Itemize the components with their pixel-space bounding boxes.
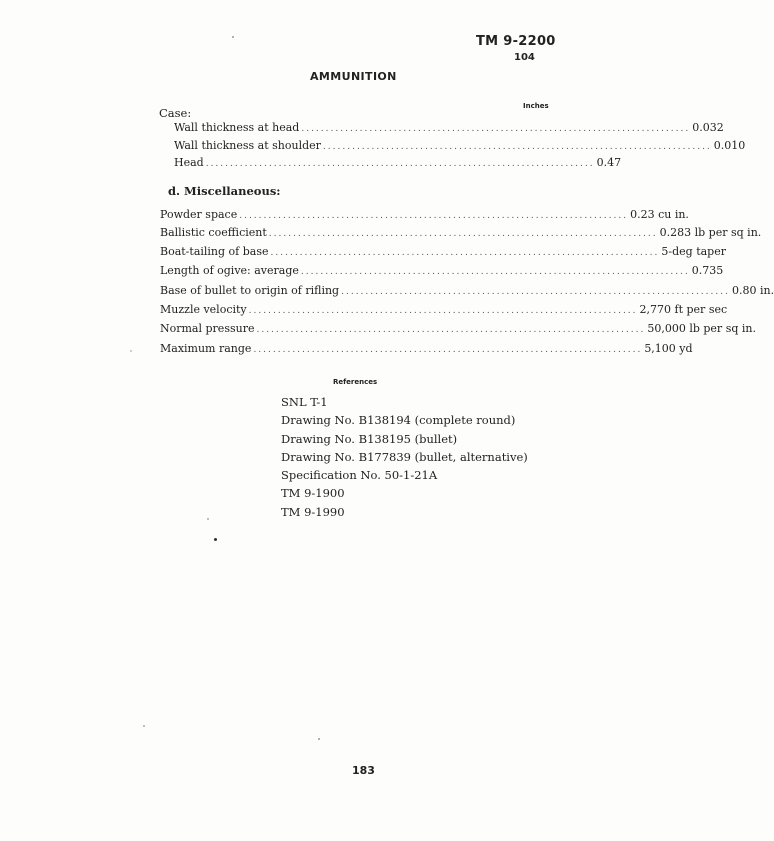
dot-leader: ................................................................................ — [301, 124, 691, 134]
references-list — [281, 393, 528, 521]
dot-leader: ................................................................................ — [268, 229, 658, 239]
references-title: References — [333, 378, 378, 386]
spec-label: Wall thickness at head — [174, 121, 300, 134]
spec-value: 0.010 — [713, 139, 746, 152]
dot-leader: ................................................................................ — [205, 159, 595, 169]
spec-label: Ballistic coefficient — [160, 226, 267, 239]
misc-heading: d. Miscellaneous: — [168, 184, 281, 198]
reference-item: Drawing No. B138195 (bullet) — [281, 431, 458, 446]
section-title: AMMUNITION — [310, 70, 397, 83]
paragraph-number: 104 — [514, 52, 535, 63]
dot-leader: ................................................................................ — [270, 248, 660, 258]
spec-label: Boat-tailing of base — [160, 245, 269, 258]
scan-speck — [143, 725, 145, 727]
spec-label: Maximum range — [160, 342, 252, 355]
spec-label: Head — [174, 156, 204, 169]
spec-label: Base of bullet to origin of rifling — [160, 284, 340, 297]
case-heading: Case: — [159, 106, 192, 120]
spec-row-boat-tailing — [160, 245, 726, 260]
spec-value: 0.735 — [691, 264, 724, 277]
spec-row-maximum-range — [160, 342, 693, 357]
spec-row-head — [174, 156, 622, 171]
scan-speck — [232, 36, 234, 38]
tm-code: TM 9-2200 — [476, 34, 556, 49]
spec-row-powder-space — [160, 208, 689, 223]
spec-row-normal-pressure — [160, 322, 756, 337]
reference-item: Drawing No. B138194 (complete round) — [281, 413, 516, 428]
spec-row-ballistic-coefficient — [160, 226, 762, 241]
scan-speck — [214, 538, 217, 541]
scan-speck — [130, 350, 132, 352]
spec-row-wall-thickness-head — [174, 121, 724, 136]
scan-speck — [318, 738, 320, 740]
spec-value: 0.283 lb per sq in. — [659, 226, 762, 239]
spec-row-base-to-rifling — [160, 284, 774, 299]
spec-label: Powder space — [160, 208, 238, 221]
spec-value: 0.80 in. — [731, 284, 774, 297]
dot-leader: ................................................................................ — [300, 267, 690, 277]
spec-row-wall-thickness-shoulder — [174, 139, 746, 154]
spec-value: 50,000 lb per sq in. — [647, 322, 756, 335]
reference-item: TM 9-1990 — [281, 504, 345, 519]
reference-item: Specification No. 50-1-21A — [281, 468, 438, 483]
spec-label: Normal pressure — [160, 322, 255, 335]
spec-row-muzzle-velocity — [160, 303, 728, 318]
reference-item: TM 9-1900 — [281, 486, 345, 501]
spec-value: 0.23 cu in. — [630, 208, 689, 221]
scan-speck — [207, 518, 209, 520]
dot-leader: ................................................................................ — [341, 287, 730, 297]
dot-leader: ................................................................................ — [256, 325, 646, 335]
dot-leader: ................................................................................ — [322, 142, 712, 152]
reference-item: SNL T-1 — [281, 395, 328, 409]
spec-value: 2,770 ft per sec — [639, 303, 728, 316]
spec-value: 5-deg taper — [661, 245, 726, 258]
reference-item: Drawing No. B177839 (bullet, alternative) — [281, 449, 528, 464]
spec-label: Length of ogive: average — [160, 264, 299, 277]
spec-label: Wall thickness at shoulder — [174, 139, 321, 152]
spec-value: 5,100 yd — [644, 342, 693, 355]
dot-leader: ................................................................................ — [248, 306, 638, 316]
page-number: 183 — [352, 764, 375, 777]
spec-label: Muzzle velocity — [160, 303, 247, 316]
dot-leader: ................................................................................ — [253, 345, 643, 355]
spec-row-ogive-length — [160, 264, 724, 279]
spec-value: 0.032 — [692, 121, 724, 134]
spec-value: 0.47 — [596, 156, 622, 169]
dot-leader: ................................................................................ — [239, 211, 629, 221]
units-label: Inches — [523, 102, 549, 110]
